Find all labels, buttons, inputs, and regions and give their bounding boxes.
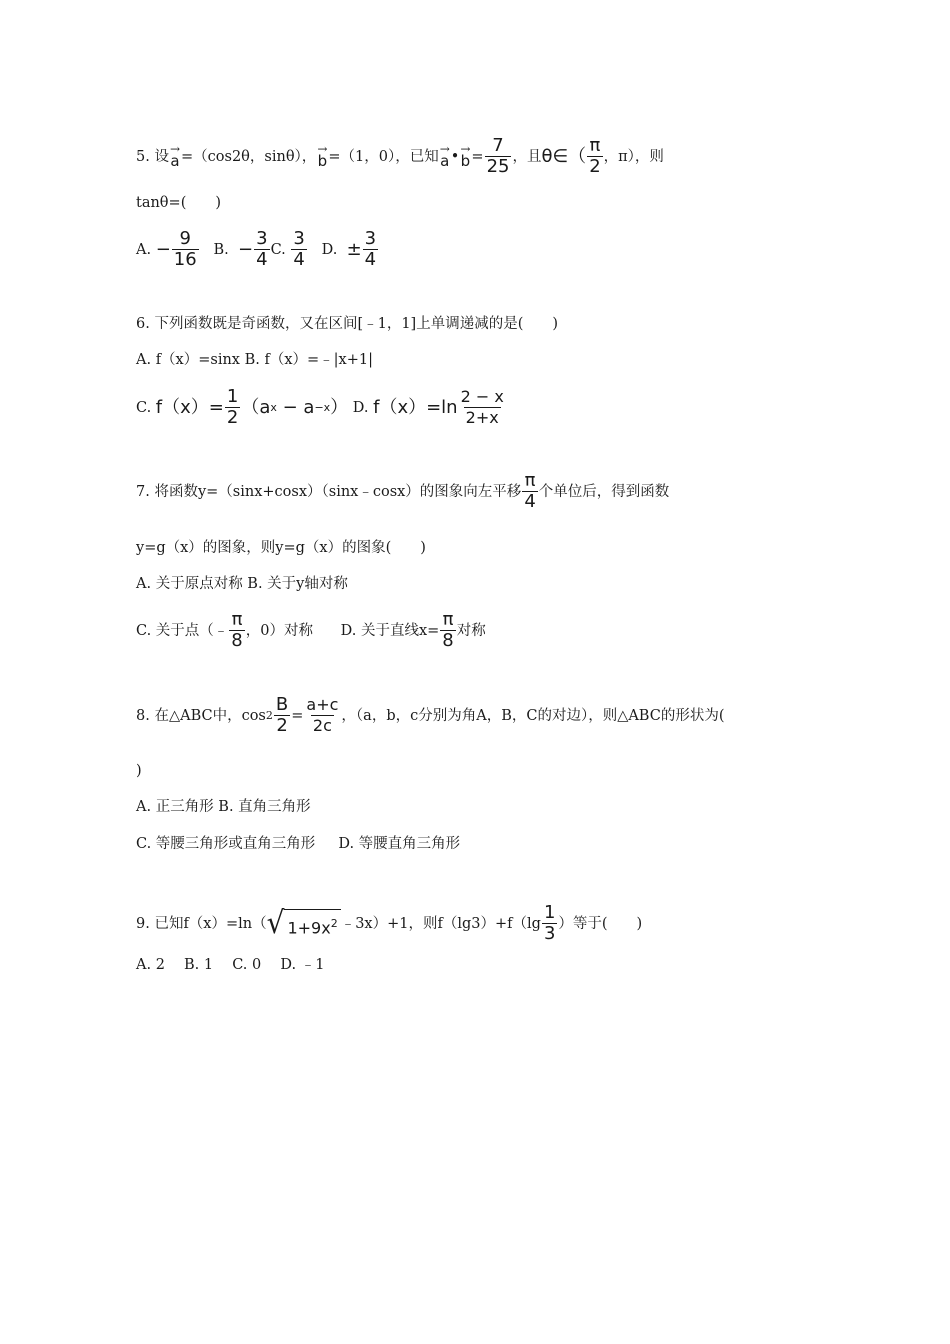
option-c-label: C. [136, 399, 152, 416]
q7-line2: y=g（x）的图象，则y=g（x）的图象( ) [136, 540, 426, 556]
equals: = [291, 707, 304, 724]
q5-pi-end: ，π），则 [603, 148, 664, 165]
q9-stem-pre: 9. 已知f（x）=ln（ [136, 915, 267, 932]
option-c-pre: C. 关于点（﹣ [136, 622, 229, 639]
option-d-sign: ± [346, 238, 362, 260]
fraction-b-2: $\frac{B}{2}$ [275, 694, 289, 736]
vector-b-dot: → b [460, 141, 471, 170]
q5-eq-a: =（cos2θ，sinθ）， [181, 148, 317, 165]
fraction-1-2: $\frac{1}{2}$ [226, 386, 239, 428]
option-c-fraction: $\frac{3}{4}$ [293, 228, 305, 270]
q9-stem [136, 903, 642, 944]
fraction-7-25: $\frac{7}{25}$ [486, 135, 510, 177]
option-d: D. 等腰直角三角形 [338, 836, 461, 852]
fraction-2-x-over-2-x: $\frac{2 - x}{2+x}$ [460, 387, 504, 427]
option-c-label: C. [270, 241, 286, 258]
option-b-sign: − [238, 238, 254, 260]
q8-line2: ) [136, 763, 142, 779]
option-d-function: f（x）=ln [373, 396, 458, 418]
exponent-2: 2 [265, 708, 273, 722]
fraction-a-plus-c-over-2c: $\frac{a+c}{2c}$ [306, 695, 339, 735]
square-root [266, 904, 341, 941]
vector-a: → a [169, 141, 181, 170]
fraction-pi-2: $\frac{\pi}{2}$ [589, 135, 601, 177]
q5-mid: ，且 [512, 148, 542, 165]
radical-sign-icon: √ [266, 904, 285, 941]
equals: = [471, 148, 484, 165]
option-d-fraction: $\frac{3}{4}$ [364, 228, 377, 270]
option-c-function: f（x）= [155, 396, 224, 418]
q8-stem [136, 695, 725, 736]
q8-options-ab: A. 正三角形 B. 直角三角形 [136, 799, 311, 815]
option-a-label: A. [136, 241, 152, 258]
option-b-label: B. [213, 241, 229, 258]
option-c-close: ） [330, 396, 349, 418]
q9-options: A. 2 B. 1 C. 0 D. ﹣1 [136, 957, 325, 973]
fraction-1-3: $\frac{1}{3}$ [543, 902, 556, 944]
vector-a-dot: → a [439, 141, 450, 170]
option-a-sign: − [155, 238, 171, 260]
option-d-post: 对称 [456, 622, 486, 639]
q5-line2: tanθ=( ) [136, 195, 222, 211]
q7-stem [136, 471, 669, 512]
q8-options-cd [136, 834, 460, 854]
fraction-pi-8-d: $\frac{\pi}{8}$ [442, 609, 454, 651]
option-d-pre: D. 关于直线x= [340, 622, 440, 639]
option-c-open: （a [241, 396, 271, 418]
q6-options-cd [136, 387, 507, 428]
q7-options-cd [136, 610, 486, 651]
theta-in: θ∈（ [541, 145, 587, 167]
dot-operator: • [450, 148, 460, 165]
fraction-pi-4: $\frac{\pi}{4}$ [524, 470, 536, 512]
q9-stem-mid: ﹣3x）+1，则f（lg3）+f（lg [340, 915, 541, 932]
option-c-post: ，0）对称 [245, 622, 313, 639]
q6-options-ab: A. f（x）=sinx B. f（x）=﹣|x+1| [136, 352, 373, 368]
q8-stem-post: ，（a，b，c分别为角A，B，C的对边），则△ABC的形状为( [341, 707, 725, 724]
q6-stem: 6. 下列函数既是奇函数，又在区间[﹣1，1]上单调递减的是( ) [136, 316, 559, 332]
fraction-pi-8: $\frac{\pi}{8}$ [231, 609, 243, 651]
radicand: $1+9x^2$ [284, 909, 340, 938]
vector-b: → b [317, 141, 328, 170]
q7-stem-pre: 7. 将函数y=（sinx+cosx）（sinx﹣cosx）的图象向左平移 [136, 483, 522, 500]
q5-stem [136, 136, 664, 177]
option-c: C. 等腰三角形或直角三角形 [136, 836, 316, 852]
exponent-neg-x: −x [314, 400, 331, 414]
q5-prefix: 5. 设 [136, 148, 169, 165]
q8-stem-pre: 8. 在△ABC中，cos [136, 707, 266, 724]
q5-options [136, 229, 379, 270]
option-a-fraction: $\frac{9}{16}$ [173, 228, 197, 270]
option-c-minus: − a [276, 396, 315, 418]
option-d-label: D. [321, 241, 338, 258]
q7-options-ab: A. 关于原点对称 B. 关于y轴对称 [136, 576, 348, 592]
exponent-x: x [270, 400, 277, 414]
option-b-fraction: $\frac{3}{4}$ [256, 228, 268, 270]
q9-stem-post: ）等于( ) [558, 915, 643, 932]
option-d-label: D. [352, 399, 369, 416]
q5-eq-b: =（1，0），已知 [328, 148, 439, 165]
q7-stem-post: 个单位后，得到函数 [538, 483, 670, 500]
